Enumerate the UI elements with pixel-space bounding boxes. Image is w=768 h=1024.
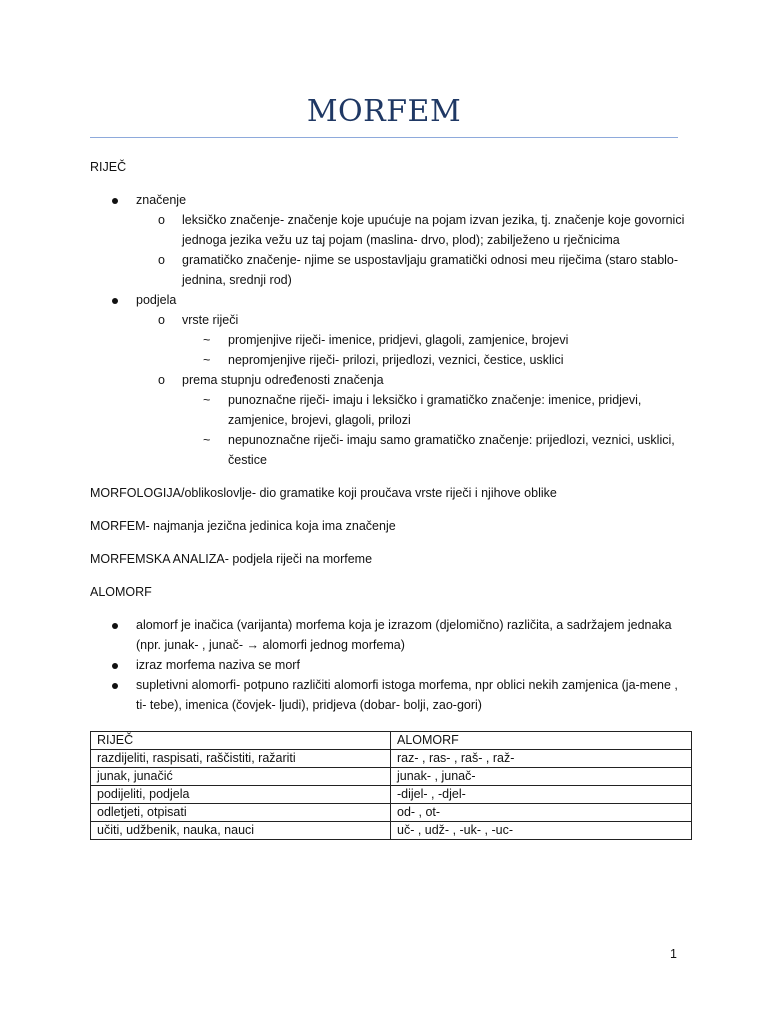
list-item [90, 675, 690, 715]
document-body [90, 157, 690, 840]
table-row [91, 822, 692, 840]
table-cell: učiti, udžbenik, nauka, nauci [91, 822, 391, 840]
table-cell: -dijel- , -djel- [391, 786, 692, 804]
circle-marker-icon: o [158, 373, 165, 387]
tilde-marker-icon: ~ [203, 433, 211, 447]
alomorf-list [90, 615, 690, 715]
definition-morfemska-analiza: MORFEMSKA ANALIZA- podjela riječi na morfeme [90, 552, 373, 566]
list-item-label: punoznačne riječi- imaju i leksičko i gramatičko značenje: imenice, pridjevi, zamjenice, brojevi, glagoli, prilozi [228, 393, 642, 427]
table-row [91, 750, 692, 768]
list-item-label: alomorf je inačica (varijanta) morfema koja je izrazom (djelomično) različita, a sadržajem jednaka (npr. junak- , junač- → alomorfi jednog morfema) [136, 618, 672, 652]
list-item-label: podjela [136, 293, 177, 307]
tilde-marker-icon: ~ [203, 393, 211, 407]
table-header-row [91, 732, 692, 750]
page-title: MORFEM [306, 94, 462, 129]
list-item [90, 655, 690, 675]
bullet-icon [112, 675, 118, 695]
table-row [91, 804, 692, 822]
list-item [90, 290, 690, 310]
list-item-label: prema stupnju određenosti značenja [182, 373, 384, 387]
table-cell: uč- , udž- , -uk- , -uc- [391, 822, 692, 840]
circle-marker-icon: o [158, 213, 165, 227]
list-item-label: vrste riječi [182, 313, 239, 327]
list-item-label: izraz morfema naziva se morf [136, 658, 300, 672]
section-heading-rijec: RIJEČ [90, 160, 127, 174]
list-item-label: supletivni alomorfi- potpuno različiti alomorfi istoga morfema, npr oblici nekih zamjenica (ja-mene , ti- tebe), imenica (čovjek- ljudi), pridjeva (dobar- bolji, zao-gori) [136, 678, 678, 712]
list-item [90, 310, 690, 330]
list-item-label: promjenjive riječi- imenice, pridjevi, glagoli, zamjenice, brojevi [228, 333, 569, 347]
table-cell: raz- , ras- , raš- , raž- [391, 750, 692, 768]
definition-morfem: MORFEM- najmanja jezična jedinica koja ima značenje [90, 519, 396, 533]
table-cell: junak, junačić [91, 768, 391, 786]
list-item-label: nepromjenjive riječi- prilozi, prijedlozi, veznici, čestice, usklici [228, 353, 564, 367]
table-cell: odletjeti, otpisati [91, 804, 391, 822]
circle-marker-icon: o [158, 253, 165, 267]
bullet-icon [112, 190, 118, 210]
list-item-label: gramatičko značenje- njime se uspostavljaju gramatički odnosi meu riječima (staro stablo-jednina, srednji rod) [182, 253, 679, 287]
rijec-list [90, 190, 690, 470]
list-item [90, 250, 690, 290]
tilde-marker-icon: ~ [203, 333, 211, 347]
tilde-marker-icon: ~ [203, 353, 211, 367]
alomorf-table [90, 731, 692, 840]
table-cell: razdijeliti, raspisati, raščistiti, ražariti [91, 750, 391, 768]
definition-morfologija: MORFOLOGIJA/oblikoslovlje- dio gramatike koji proučava vrste riječi i njihove oblike [90, 486, 557, 500]
list-item [90, 370, 690, 390]
page-number: 1 [670, 947, 677, 961]
bullet-icon [112, 615, 118, 635]
table-header-cell: RIJEČ [91, 732, 391, 750]
list-item-label: leksičko značenje- značenje koje upućuje na pojam izvan jezika, tj. značenje koje govornici jednoga jezika vežu uz taj pojam (maslina- drvo, plod); zabilježeno u rječnicima [182, 213, 685, 247]
list-item [90, 330, 690, 350]
list-item [90, 430, 690, 470]
list-item [90, 190, 690, 210]
circle-marker-icon: o [158, 313, 165, 327]
table-header-cell: ALOMORF [391, 732, 692, 750]
list-item [90, 210, 690, 250]
section-heading-alomorf: ALOMORF [90, 585, 152, 599]
list-item-label: značenje [136, 193, 187, 207]
table-cell: junak- , junač- [391, 768, 692, 786]
list-item [90, 350, 690, 370]
bullet-icon [112, 655, 118, 675]
list-item [90, 615, 690, 655]
table-cell: od- , ot- [391, 804, 692, 822]
table-row [91, 786, 692, 804]
title-divider [90, 137, 678, 138]
bullet-icon [112, 290, 118, 310]
table-row [91, 768, 692, 786]
table-cell: podijeliti, podjela [91, 786, 391, 804]
list-item-label: nepunoznačne riječi- imaju samo gramatičko značenje: prijedlozi, veznici, usklici, čestice [228, 433, 675, 467]
list-item [90, 390, 690, 430]
